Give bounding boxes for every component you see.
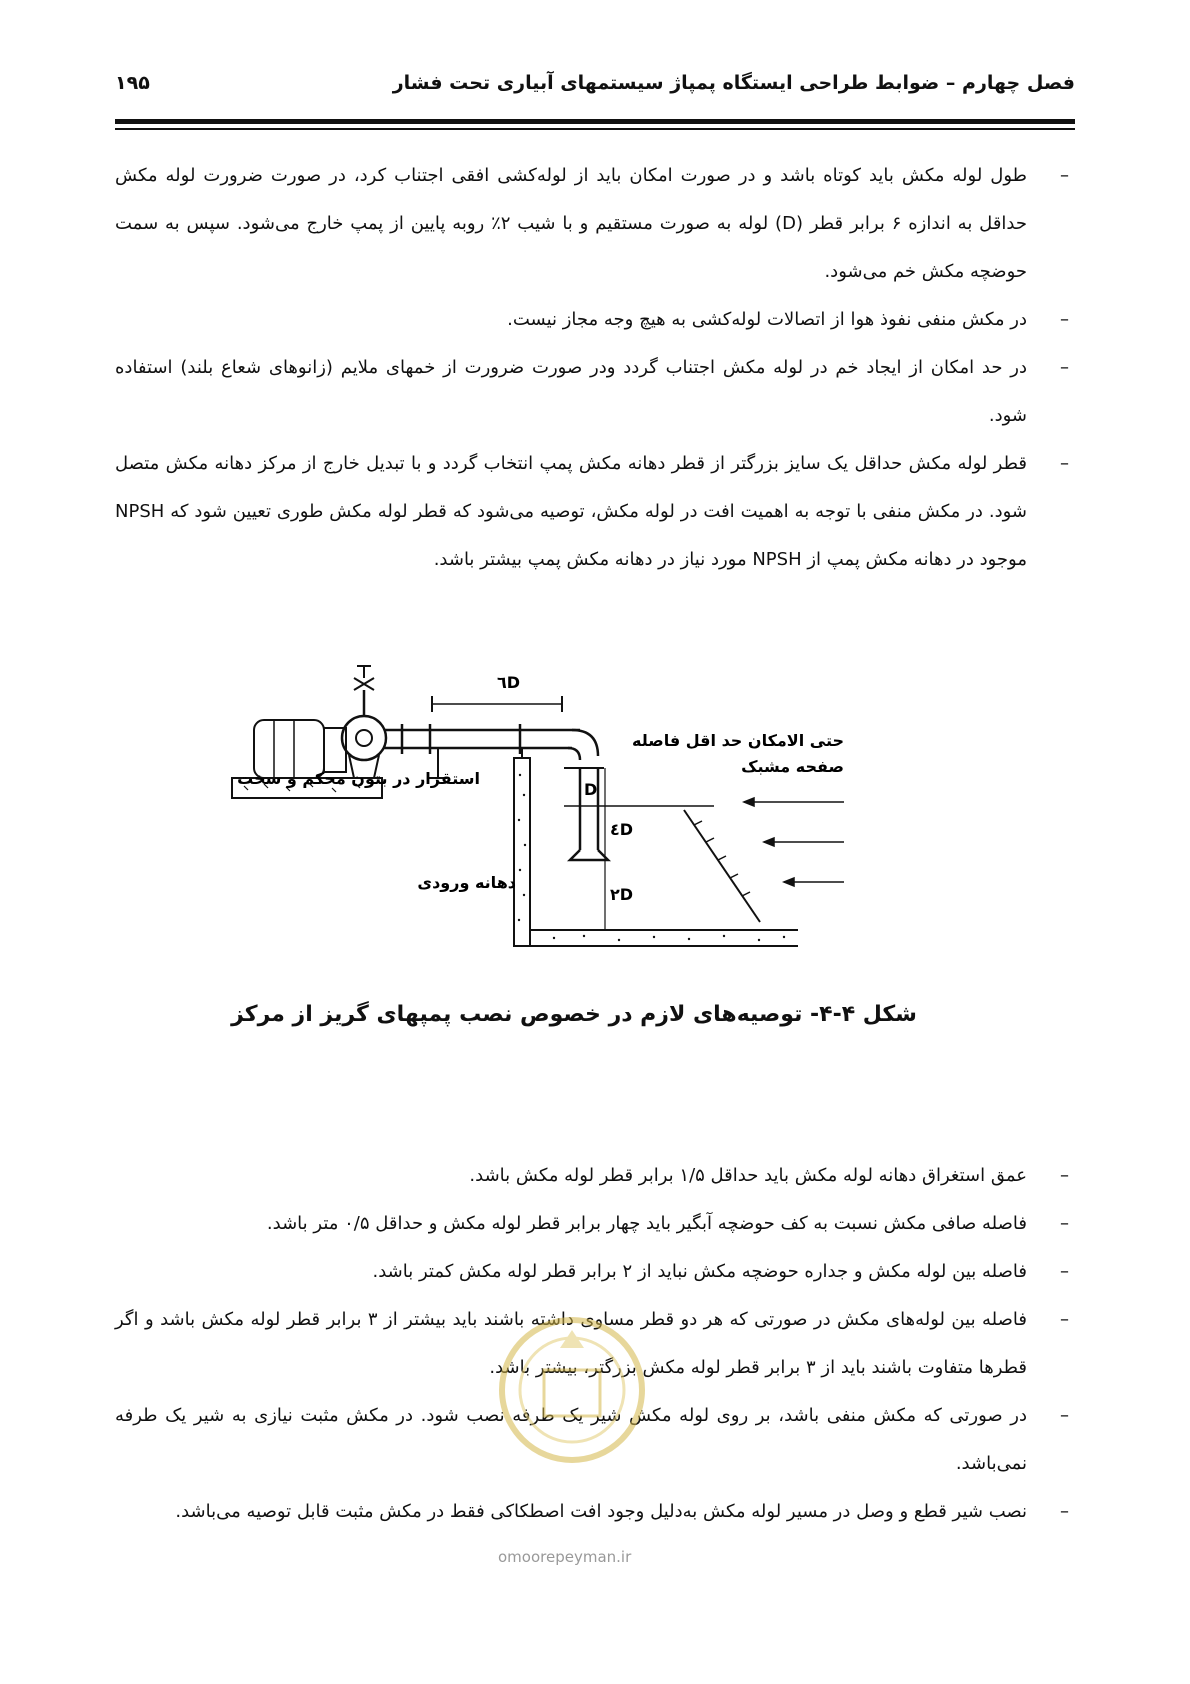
min-distance-label: حتی الامکان حد اقل فاصله: [632, 731, 844, 750]
list-item: – در حد امکان از ایجاد خم در لوله مکش اجتناب گردد ودر صورت ضرورت از خمهای ملایم (زانوهای شعاع بلند) استفاده شود.: [115, 344, 1075, 440]
dimension-6d-label: ٦D: [496, 673, 520, 692]
list-item: – در مکش منفی نفوذ هوا از اتصالات لوله‌کشی به هیچ وجه مجاز نیست.: [115, 296, 1075, 344]
dimension-2d-label: ٢D: [610, 885, 634, 904]
page-number: ۱۹۵: [115, 72, 150, 94]
list-item: – فاصله بین لوله مکش و جداره حوضچه مکش نباید از ۲ برابر قطر لوله مکش کمتر باشد.: [115, 1248, 1075, 1296]
list-item: – فاصله بین لوله‌های مکش در صورتی که هر دو قطر مساوی داشته باشند باید بیشتر از ۳ برابر قطر لوله مکش باشد و اگر قطرها متفاوت باشند باید از ۳ برابر قطر لوله مکش بزرگتر، بیشتر باشد.: [115, 1296, 1075, 1392]
header-rule-thin: [115, 128, 1075, 130]
pump-diagram: [224, 660, 972, 1030]
list-item: – فاصله صافی مکش نسبت به کف حوضچه آبگیر باید چهار برابر قطر لوله مکش و حداقل ۰/۵ متر باشد.: [115, 1200, 1075, 1248]
header-rule-thick: [115, 119, 1075, 124]
list-item: – قطر لوله مکش حداقل یک سایز بزرگتر از قطر دهانه مکش پمپ انتخاب گردد و با تبدیل خارج از مرکز دهانه مکش متصل شود. در مکش منفی با توجه به اهمیت افت در لوله مکش، توصیه می‌شود که قطر لوله مکش طوری تعیین شود که NPSH موجود در دهانه مکش پمپ از NPSH مورد نیاز در دهانه مکش پمپ بیشتر باشد.: [115, 440, 1075, 584]
watermark-site: omoorepeyman.ir: [498, 1548, 632, 1566]
inlet-label: دهانه ورودی: [417, 873, 516, 892]
sump-wall: [514, 758, 530, 946]
pump-volute: [342, 716, 386, 760]
dimension-d-label: D: [584, 780, 598, 799]
flow-arrows: [744, 798, 844, 886]
screen-plate: [684, 810, 760, 922]
watermark-seal: [472, 1300, 672, 1470]
list-item: – عمق استغراق دهانه لوله مکش باید حداقل ۱/۵ برابر قطر لوله مکش باشد.: [115, 1152, 1075, 1200]
dimension-4d-label: ٤D: [610, 820, 634, 839]
list-item: – طول لوله مکش باید کوتاه باشد و در صورت امکان باید از لوله‌کشی افقی اجتناب کرد، در صورت ضرورت لوله مکش حداقل به اندازه ۶ برابر قطر (D) لوله به صورت مستقیم و با شیب ۲٪ روبه پایین از پمپ خارج می‌شود. سپس به سمت حوضچه مکش خم می‌شود.: [115, 152, 1075, 296]
pump-installation-figure: [224, 660, 972, 1030]
page-header: [115, 72, 1075, 112]
foundation-label: استقرار در بتون محکم و سخت: [237, 769, 480, 788]
figure-caption: شکل ۴-۴- توصیه‌های لازم در خصوص نصب پمپهای گریز از مرکز: [231, 1002, 917, 1027]
valve-icon: [354, 678, 374, 690]
bullet-list-top: [115, 152, 1075, 584]
list-item: – نصب شیر قطع و وصل در مسیر لوله مکش به‌دلیل وجود افت اصطکاکی فقط در مکش مثبت قابل توصیه می‌باشد.: [115, 1488, 1075, 1536]
pipe-elbow: [572, 730, 598, 756]
chapter-title: فصل چهارم – ضوابط طراحی ایستگاه پمپاژ سیستمهای آبیاری تحت فشار: [392, 72, 1075, 94]
list-item: – در صورتی که مکش منفی باشد، بر روی لوله مکش شیر یک طرفه نصب شود. در مکش مثبت نیازی به شیر یک طرفه نمی‌باشد.: [115, 1392, 1075, 1488]
screen-label: صفحه مشبک: [741, 757, 844, 776]
suction-bell: [570, 850, 608, 860]
